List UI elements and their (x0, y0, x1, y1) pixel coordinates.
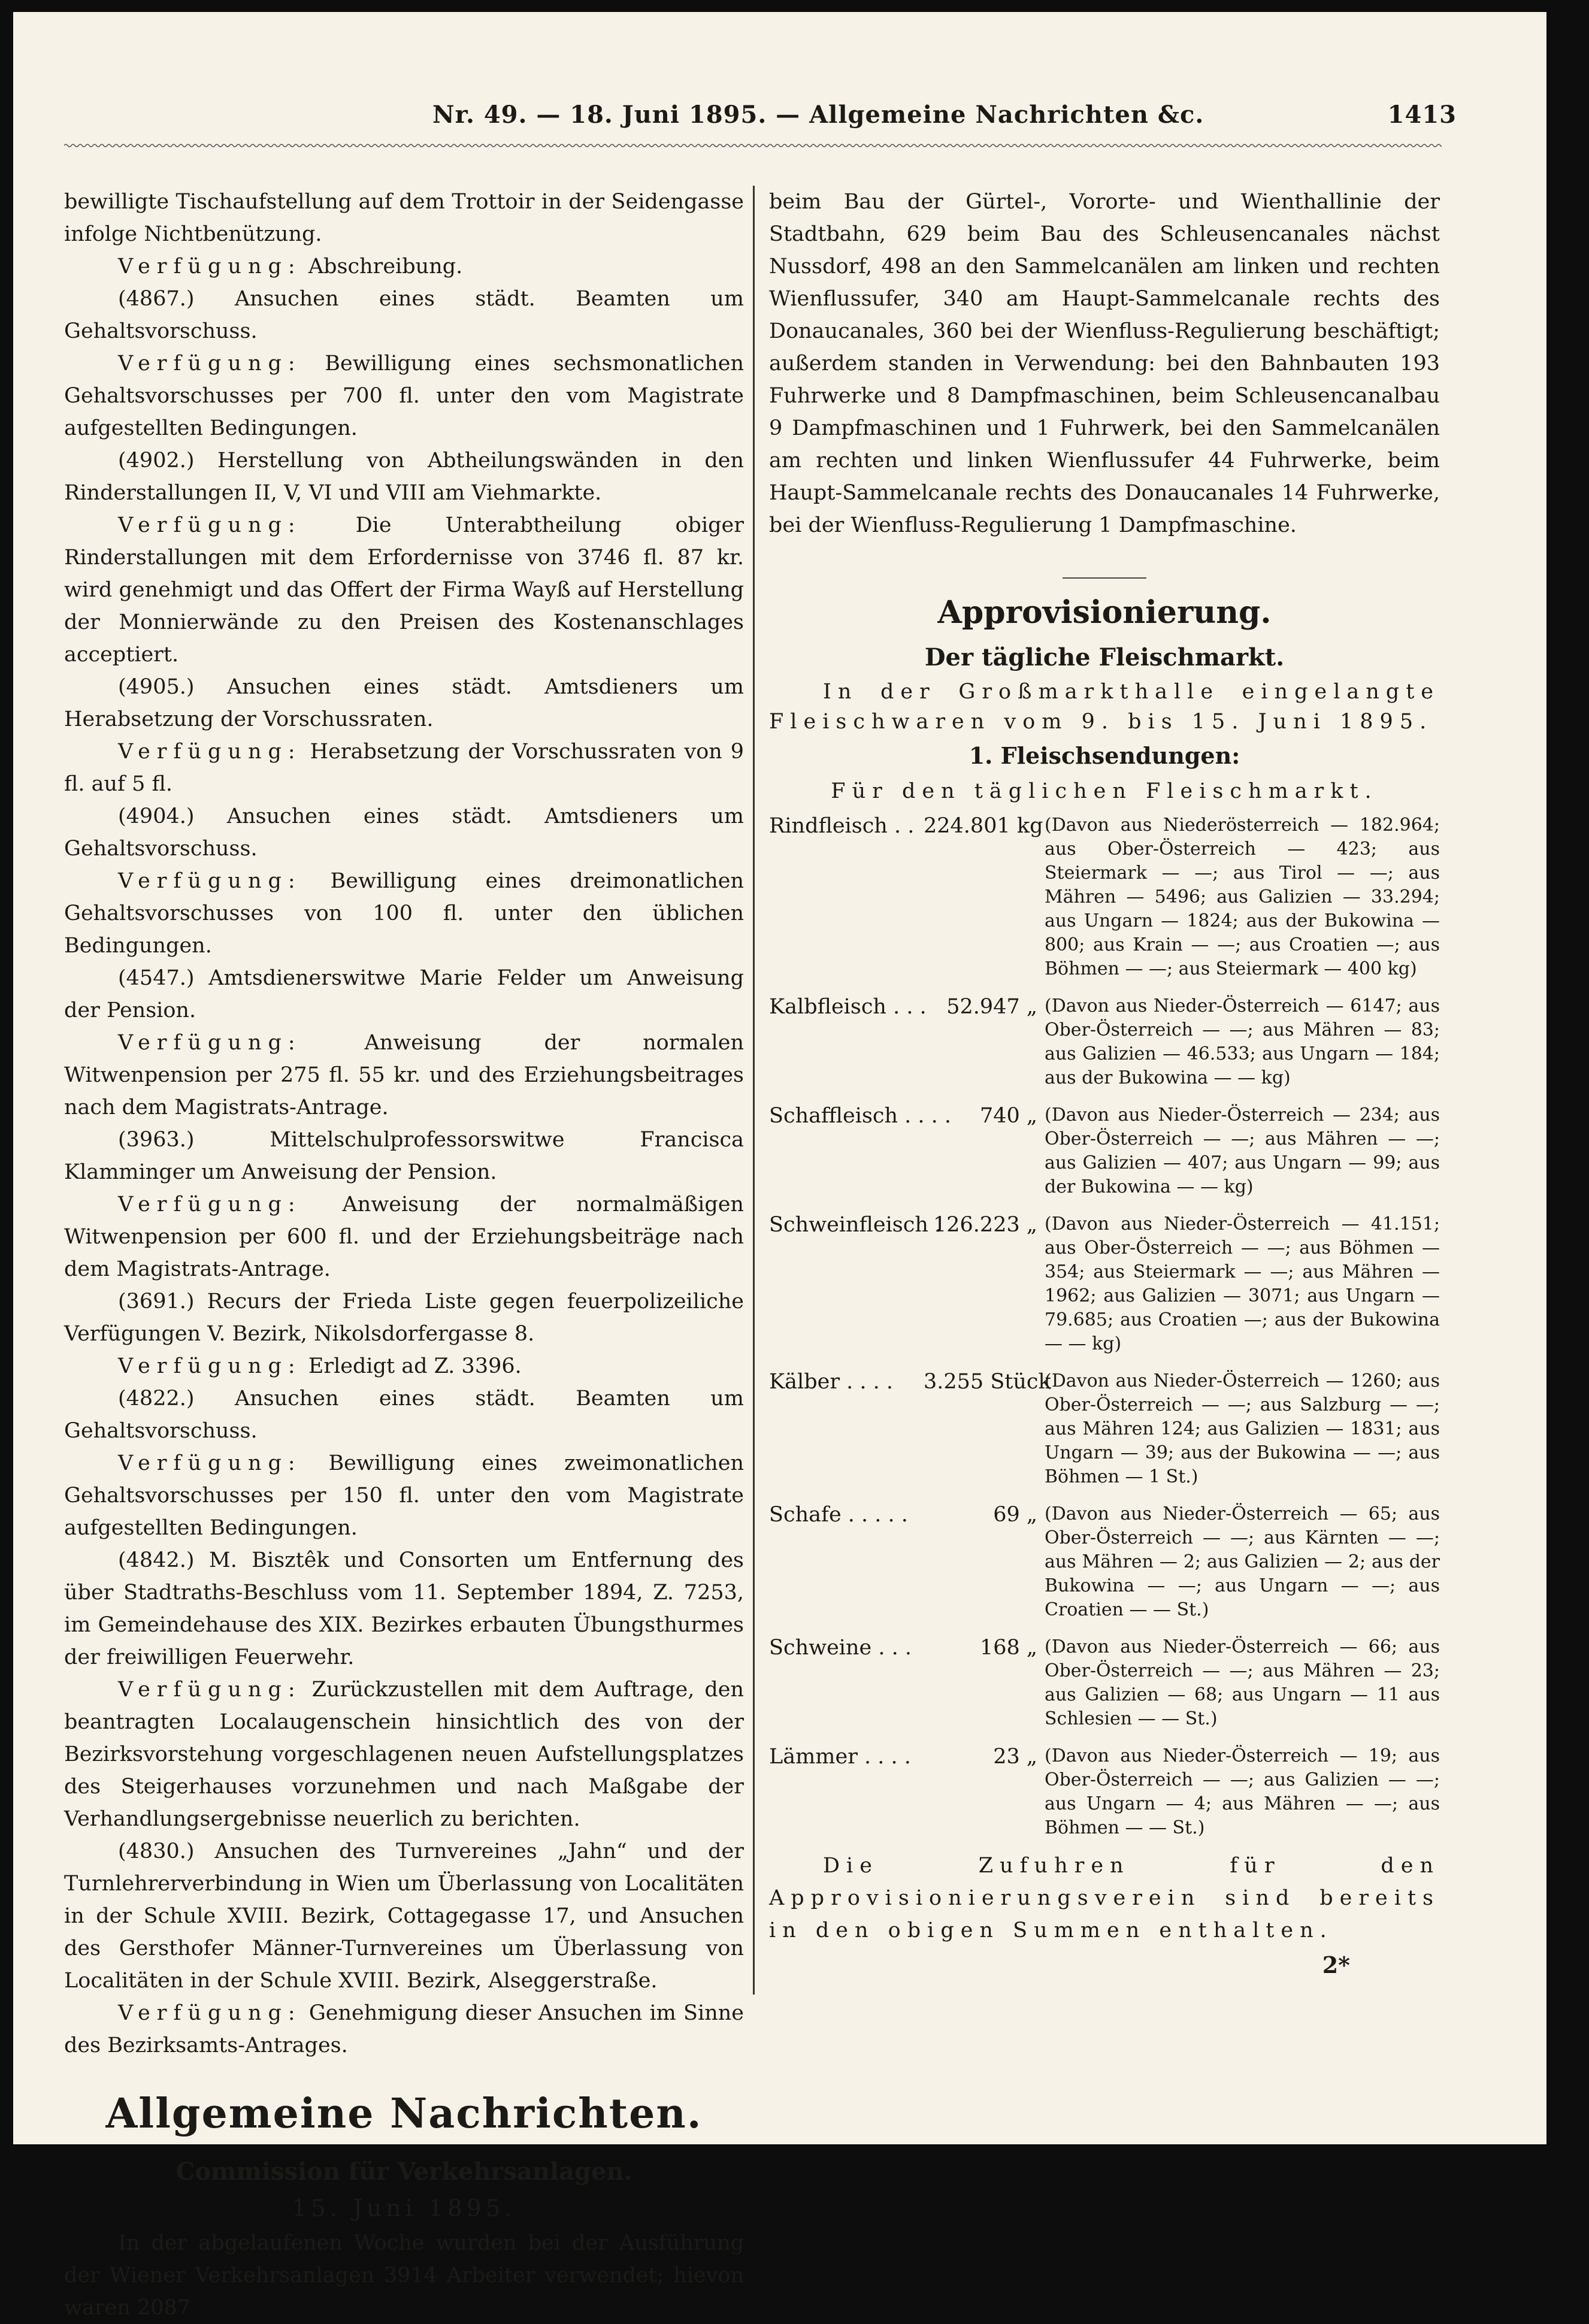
meat-market-subtitle: Der tägliche Fleischmarkt. (924, 643, 1285, 671)
daily-market-heading: Für den täglichen Fleischmarkt. (831, 779, 1378, 803)
decision-text: (4905.) Ansuchen eines städt. Amtsdieners um Herabsetzung der Vorschussraten. (64, 675, 744, 731)
meat-origin-details: (Davon aus Nieder-Österreich — 65; aus Ober-Österreich — —; aus Kärnten — —; aus Mähren — 2; aus Galizien — 2; aus der Bukowina — —; aus Ungarn — —; aus Croatien — — St.) (1045, 1503, 1440, 1620)
decision-paragraph (64, 509, 744, 671)
provisioning-title: Approvisionierung. (937, 594, 1272, 631)
decision-text: Die Unterabtheilung obiger Rinderstallungen mit dem Erfordernisse von 3746 fl. 87 kr. wird genehmigt und das Offert der Firma Wayß auf Herstellung der Monnierwände zu den Preisen des Kostenanschlages acceptiert. (64, 513, 744, 667)
decision-paragraph (64, 1544, 744, 1674)
decision-paragraph (64, 1285, 744, 1350)
right-column (769, 186, 1440, 1981)
meat-market-intro: In der Großmarkthalle eingelangte Fleischwaren vom 9. bis 15. Juni 1895. (769, 680, 1440, 734)
signature-mark: 2* (1322, 1951, 1350, 1978)
decision-paragraph (64, 800, 744, 865)
decision-paragraph (64, 1188, 744, 1285)
decision-text: Erledigt ad Z. 3396. (308, 1354, 522, 1378)
decision-text: Anweisung der normalen Witwenpension per 275 fl. 55 kr. und des Erziehungsbeitrages nach dem Magistrats-Antrage. (64, 1031, 744, 1119)
decision-paragraph (64, 283, 744, 347)
decision-text: Bewilligung eines zweimonatlichen Gehaltsvorschusses per 150 fl. unter den vom Magistrate aufgestellten Bedingungen. (64, 1451, 744, 1540)
decision-text: Bewilligung eines sechsmonatlichen Gehaltsvorschusses per 700 fl. unter den vom Magistrate aufgestellten Bedingungen. (64, 352, 744, 440)
meat-origin-details: (Davon aus Nieder-Österreich — 66; aus Ober-Österreich — —; aus Mähren — 23; aus Galizien — 68; aus Ungarn — 11 aus Schlesien — — St.) (1045, 1636, 1440, 1729)
decision-label: Verfügung: (118, 1193, 302, 1217)
meat-origin-details: (Davon aus Nieder-Österreich — 1260; aus Ober-Österreich — —; aus Salzburg — —; aus Mähren 124; aus Galizien — 1831; aus Ungarn — 39; aus der Bukowina — —; aus Böhmen — 1 St.) (1045, 1370, 1440, 1487)
meat-row (769, 810, 1440, 981)
decision-paragraph (64, 1674, 744, 1835)
meat-quantity: 3.255 Stück (924, 1370, 1051, 1394)
meat-name: Schafe . . . . . (769, 1503, 908, 1527)
page-number: 1413 (1387, 101, 1457, 129)
decision-paragraph (64, 1124, 744, 1188)
decision-paragraph (64, 1447, 744, 1544)
decision-label: Verfügung: (118, 869, 302, 893)
decision-text: Bewilligung eines dreimonatlichen Gehaltsvorschusses von 100 fl. unter den üblichen Bedingungen. (64, 869, 744, 958)
decision-label: Verfügung: (118, 1031, 302, 1055)
meat-row (769, 1499, 1440, 1622)
meat-quantity: 740 „ (979, 1104, 1037, 1128)
decision-paragraph (64, 347, 744, 444)
meat-origin-details: (Davon aus Nieder-Österreich — 41.151; aus Ober-Österreich — —; aus Böhmen — 354; aus Steiermark — —; aus Mähren — 1962; aus Galizien — 3071; aus Ungarn — 79.685; aus Croatien —; aus der Bukowina — — kg) (1045, 1214, 1440, 1354)
decision-text: Abschreibung. (308, 255, 463, 279)
decision-label: Verfügung: (118, 1678, 302, 1702)
decisions-list (64, 186, 744, 2062)
meat-row (769, 991, 1440, 1090)
decision-text: Anweisung der normalmäßigen Witwenpension per 600 fl. und der Erziehungsbeiträge nach dem Magistrats-Antrage. (64, 1193, 744, 1281)
meat-row (769, 1100, 1440, 1199)
meat-name: Schweine . . . (769, 1636, 912, 1660)
decision-label: Verfügung: (118, 352, 302, 376)
decision-text: (3963.) Mittelschulprofessorswitwe Francisca Klamminger um Anweisung der Pension. (64, 1128, 744, 1184)
decision-paragraph (64, 1835, 744, 1997)
shipments-heading: 1. Fleischsendungen: (968, 742, 1240, 769)
decision-text: bewilligte Tischaufstellung auf dem Trottoir in der Seidengasse infolge Nichtbenützung. (64, 190, 744, 246)
section-rule (1063, 577, 1146, 579)
meat-name: Kalbfleisch . . . (769, 995, 927, 1019)
decision-paragraph (64, 444, 744, 509)
meat-row (769, 1741, 1440, 1840)
meat-row (769, 1366, 1440, 1489)
meat-quantity: 168 „ (979, 1636, 1037, 1660)
meat-name: Rindfleisch . . (769, 814, 915, 838)
meat-row (769, 1632, 1440, 1731)
meat-origin-details: (Davon aus Nieder-Österreich — 6147; aus Ober-Österreich — —; aus Mähren — 83; aus Galizien — 46.533; aus Ungarn — 184; aus der Bukowina — — kg) (1045, 995, 1440, 1088)
meat-quantity: 224.801 kg (924, 814, 1043, 838)
meat-row (769, 1209, 1440, 1356)
decision-paragraph (64, 250, 744, 283)
header-wavy-rule (64, 143, 1442, 149)
general-news-paragraph-start: In der abgelaufenen Woche wurden bei der Ausführung der Wiener Verkehrsanlagen 3914 Arbeiter verwendet; hievon waren 2087 (64, 2231, 744, 2320)
general-news-paragraph-cont: beim Bau der Gürtel-, Vororte- und Wienthallinie der Stadtbahn, 629 beim Bau des Schleusencanales nächst Nussdorf, 498 an den Sammelcanälen am linken und rechten Wienflussufer, 340 am Haupt-Sammelcanale rechts des Donaucanales, 360 bei der Wienfluss-Regulierung beschäftigt; außerdem standen in Verwendung: bei den Bahnbauten 193 Fuhrwerke und 8 Dampfmaschinen, beim Schleusencanalbau 9 Dampfmaschinen und 1 Fuhrwerk, bei den Sammelcanälen am rechten und linken Wienflussufer 44 Fuhrwerke, beim Haupt-Sammelcanale rechts des Donaucanales 14 Fuhrwerke, bei der Wienfluss-Regulierung 1 Dampfmaschine. (769, 190, 1440, 537)
decision-label: Verfügung: (118, 740, 302, 764)
decision-paragraph (64, 186, 744, 250)
meat-name: Kälber . . . . (769, 1370, 894, 1394)
decision-text: (4904.) Ansuchen eines städt. Amtsdieners um Gehaltsvorschuss. (64, 804, 744, 861)
meat-quantity: 52.947 „ (946, 995, 1037, 1019)
decision-paragraph (64, 1997, 744, 2062)
decision-paragraph (64, 865, 744, 962)
meat-origin-details: (Davon aus Nieder-Österreich — 19; aus Ober-Österreich — —; aus Galizien — —; aus Ungarn — 4; aus Mähren — —; aus Böhmen — — St.) (1045, 1745, 1440, 1838)
decision-text: (4842.) M. Bisztêk und Consorten um Entfernung des über Stadtraths-Beschluss vom 11. September 1894, Z. 7253, im Gemeindehause des XIX. Bezirkes erbauten Übungsthurmes der freiwilligen Feuerwehr. (64, 1548, 744, 1669)
column-divider (753, 186, 755, 1995)
decision-text: (4867.) Ansuchen eines städt. Beamten um Gehaltsvorschuss. (64, 287, 744, 343)
decision-label: Verfügung: (118, 1451, 302, 1475)
meat-quantity: 23 „ (993, 1745, 1037, 1769)
general-news-date: 15. Juni 1895. (292, 2195, 516, 2222)
meat-origin-details: (Davon aus Nieder-Österreich — 234; aus Ober-Österreich — —; aus Mähren — —; aus Galizien — 407; aus Ungarn — 99; aus der Bukowina — — kg) (1045, 1104, 1440, 1197)
meat-name: Schaffleisch . . . . (769, 1104, 952, 1128)
decision-text: (3691.) Recurs der Frieda Liste gegen feuerpolizeiliche Verfügungen V. Bezirk, Nikolsdorfergasse 8. (64, 1290, 744, 1346)
decision-paragraph (64, 736, 744, 800)
decision-text: (4902.) Herstellung von Abtheilungswänden in den Rinderstallungen II, V, VI und VIII am Viehmarkte. (64, 449, 744, 505)
decision-text: (4547.) Amtsdienerswitwe Marie Felder um Anweisung der Pension. (64, 966, 744, 1022)
meat-name: Lämmer . . . . (769, 1745, 911, 1769)
decision-paragraph (64, 962, 744, 1027)
running-header: Nr. 49. — 18. Juni 1895. — Allgemeine Nachrichten &c. (432, 101, 1204, 129)
meat-quantity: 69 „ (993, 1503, 1037, 1527)
provisioning-footer: Die Zufuhren für den Approvisionierungsverein sind bereits in den obigen Summen enthalten. (769, 1854, 1440, 1942)
decision-paragraph (64, 1350, 744, 1382)
decision-text: (4830.) Ansuchen des Turnvereines „Jahn“ und der Turnlehrerverbindung in Wien um Überlassung von Localitäten in der Schule XVIII. Bezirk, Cottagegasse 17, und Ansuchen des Gersthofer Männer-Turnvereines um Überlassung von Localitäten in der Schule XVIII. Bezirk, Alseggerstraße. (64, 1839, 744, 1993)
decision-text: (4822.) Ansuchen eines städt. Beamten um Gehaltsvorschuss. (64, 1387, 744, 1443)
newspaper-page (13, 12, 1546, 2320)
decision-label: Verfügung: (118, 513, 302, 537)
decision-paragraph (64, 671, 744, 736)
decision-text: Zurückzustellen mit dem Auftrage, den beantragten Localaugenschein hinsichtlich des von der Bezirksvorstehung vorgeschlagenen neuen Aufstellungsplatzes des Steigerhauses vorzunehmen und nach Maßgabe der Verhandlungsergebnisse neuerlich zu berichten. (64, 1678, 744, 1831)
decision-text: Genehmigung dieser Ansuchen im Sinne des Bezirksamts-Antrages. (64, 2001, 744, 2057)
decision-text: Herabsetzung der Vorschussraten von 9 fl. auf 5 fl. (64, 740, 744, 796)
decision-label: Verfügung: (118, 1354, 302, 1378)
meat-origin-details: (Davon aus Niederösterreich — 182.964; aus Ober-Österreich — 423; aus Steiermark — —; aus Tirol — —; aus Mähren — 5496; aus Galizien — 33.294; aus Ungarn — 1824; aus der Bukowina — 800; aus Krain — —; aus Croatien —; aus Böhmen — —; aus Steiermark — 400 kg) (1045, 815, 1440, 979)
general-news-title: Allgemeine Nachrichten. (105, 2090, 703, 2138)
meat-name: Schweinfleisch . (769, 1213, 942, 1237)
general-news-subtitle: Commission für Verkehrsanlagen. (175, 2157, 632, 2186)
decision-paragraph (64, 1027, 744, 1124)
meat-shipments-table (769, 810, 1440, 1840)
left-column (64, 186, 744, 2324)
decision-paragraph (64, 1382, 744, 1447)
decision-label: Verfügung: (118, 2001, 302, 2025)
meat-quantity: 126.223 „ (933, 1213, 1037, 1237)
decision-label: Verfügung: (118, 255, 302, 279)
